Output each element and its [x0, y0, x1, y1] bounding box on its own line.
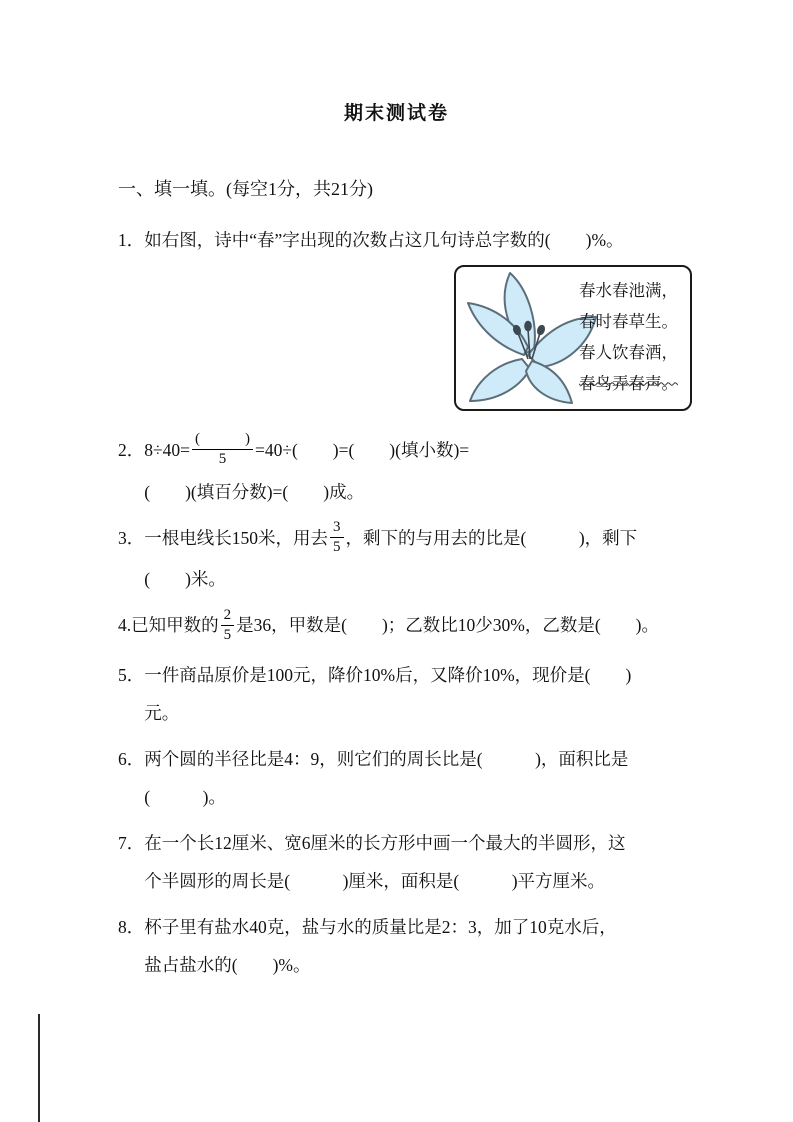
- fraction-denominator: 5: [223, 626, 232, 643]
- paper-content: [118, 175, 696, 984]
- page-edge-line: [38, 1014, 40, 1122]
- fraction-numerator: 3: [330, 519, 344, 538]
- question-2-line-1: [144, 431, 696, 473]
- question-3-text-post: ，剩下的与用去的比是( )，剩下: [345, 527, 638, 548]
- question-6-line-1: 两个圆的半径比是4：9，则它们的周长比是( )，面积比是: [144, 749, 629, 770]
- question-3-line-2: ( )米。: [144, 569, 226, 590]
- poem-line-3: 春人饮春酒，: [579, 343, 678, 362]
- question-2-text-post: =40÷( )=( )(填小数)=: [254, 440, 470, 460]
- fraction-denominator: 5: [333, 539, 341, 556]
- question-7-line-1: 在一个长12厘米、宽6厘米的长方形中画一个最大的半圆形，这: [144, 833, 626, 854]
- poem-text: [579, 275, 678, 399]
- question-8: [118, 908, 696, 984]
- question-8-number: 8．: [118, 917, 145, 938]
- question-1: [118, 221, 696, 423]
- question-4-number: 4.: [118, 615, 132, 636]
- poem-figure-box: [454, 265, 692, 411]
- question-2-text-pre: 8÷40=: [144, 440, 190, 460]
- fraction-blank-over-5: [192, 431, 253, 469]
- fraction-three-fifths: [330, 519, 344, 557]
- question-3-line-1: [144, 519, 696, 561]
- question-3: [118, 519, 696, 599]
- question-2: [118, 431, 696, 511]
- question-5-number: 5．: [118, 665, 145, 686]
- question-6-line-2: ( )。: [144, 787, 226, 808]
- poem-figure-row: [144, 265, 692, 411]
- fraction-two-fifths: [221, 607, 235, 645]
- question-5: [118, 656, 696, 732]
- question-2-number: 2．: [118, 440, 145, 460]
- question-2-line-2: ( )(填百分数)=( )成。: [144, 481, 365, 502]
- question-4: [118, 606, 696, 648]
- question-7: [118, 824, 696, 900]
- poem-line-4: 春鸟弄春声。: [579, 374, 678, 393]
- question-7-number: 7．: [118, 833, 145, 854]
- question-6: [118, 740, 696, 816]
- fraction-numerator: 2: [221, 607, 235, 626]
- question-6-number: 6．: [118, 749, 145, 770]
- question-3-number: 3．: [118, 527, 145, 548]
- fraction-numerator: ( ): [192, 431, 253, 450]
- question-7-line-2: 个半圆形的周长是( )厘米，面积是( )平方厘米。: [144, 871, 606, 892]
- question-8-line-1: 杯子里有盐水40克，盐与水的质量比是2：3，加了10克水后，: [144, 917, 617, 938]
- question-4-text-post: 是36，甲数是( )；乙数比10少30%，乙数是( )。: [236, 615, 660, 636]
- question-1-number: 1．: [118, 230, 145, 250]
- fraction-denominator: 5: [218, 451, 227, 468]
- question-4-line-1: [131, 606, 696, 648]
- question-5-line-2: 元。: [144, 703, 180, 724]
- poem-line-2: 春时春草生。: [579, 312, 678, 331]
- question-8-line-2: 盐占盐水的( )%。: [144, 955, 311, 976]
- question-3-text-pre: 一根电线长150米，用去: [144, 527, 328, 548]
- section-heading: 一、填一填。(每空1分，共21分): [118, 179, 373, 199]
- question-4-text-pre: 已知甲数的: [131, 615, 219, 636]
- poem-line-1: 春水春池满，: [579, 281, 678, 300]
- page-title: 期末测试卷: [343, 103, 449, 124]
- question-1-text: 如右图，诗中“春”字出现的次数占这几句诗总字数的( )%。: [144, 230, 624, 250]
- question-5-line-1: 一件商品原价是100元，降价10%后，又降价10%，现价是( ): [144, 665, 632, 686]
